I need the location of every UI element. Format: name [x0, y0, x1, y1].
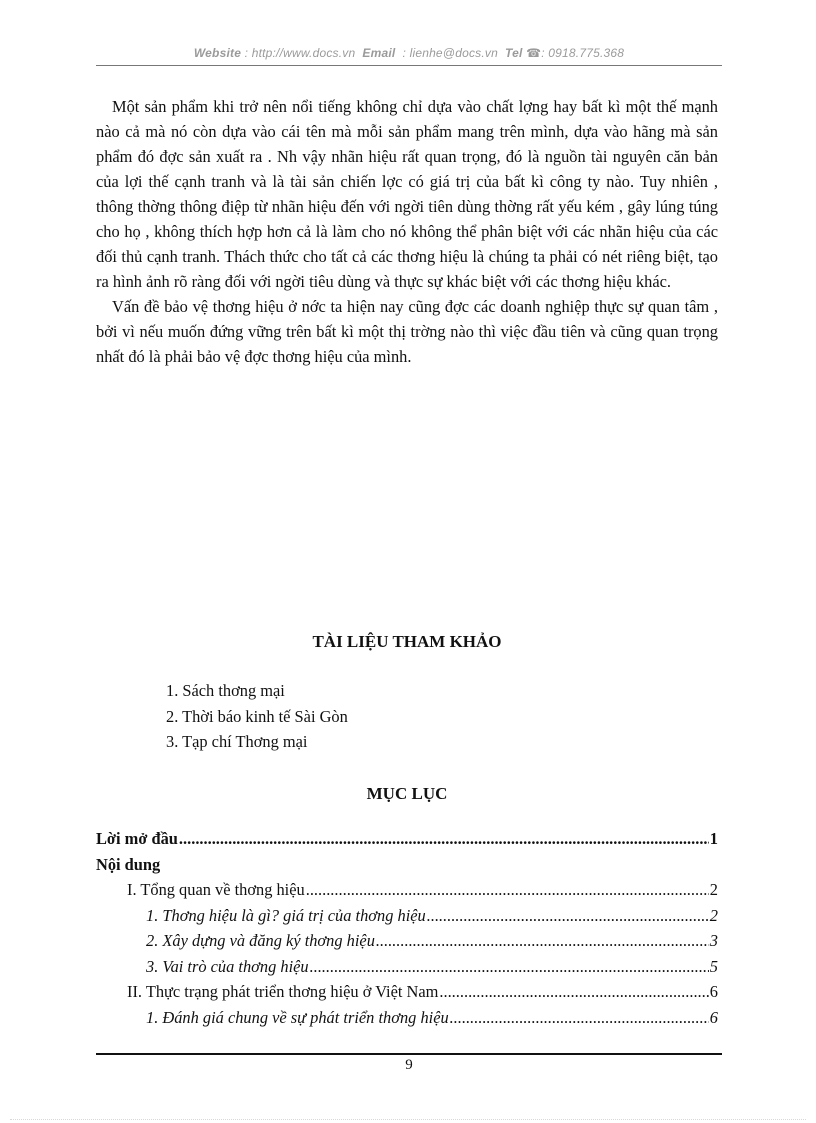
toc-entry-page: 6	[709, 1007, 718, 1027]
toc-entry-page: 3	[709, 931, 718, 950]
toc-entry[interactable]	[96, 903, 718, 929]
toc-entry-page: 2	[709, 905, 718, 925]
toc-leader	[439, 979, 708, 1005]
reference-item: 2. Thời báo kinh tế Sài Gòn	[166, 706, 348, 726]
header-divider	[96, 65, 722, 66]
toc-entry-page: 2	[709, 880, 718, 899]
toc-leader	[179, 826, 709, 852]
toc-entry-page: 5	[709, 956, 718, 976]
toc-title: MỤC LỤC	[366, 784, 448, 803]
website-url[interactable]: : http://www.docs.vn	[244, 46, 356, 60]
toc-entry-page: 6	[709, 982, 718, 1001]
toc-entry-label: Nội dung	[96, 854, 161, 874]
reference-item: 3. Tạp chí Thơng mại	[166, 732, 308, 751]
paragraph: Vấn đề bảo vệ thơng hiệu ở nớc ta hiện nay cũng đợc các doanh nghiệp thực sự quan tâm , bởi vì nếu muốn đứng vững trên bất kì một thị trờng nào thì việc đầu tiên và cũng quan trọng nhất đó là phải bảo vệ đợc thơng hiệu của mình.	[96, 297, 718, 366]
website-label: Website	[193, 46, 242, 60]
tel-label: Tel	[505, 46, 523, 60]
toc-entry[interactable]	[96, 877, 718, 903]
toc-leader	[310, 954, 709, 980]
phone-icon: ☎	[526, 46, 542, 60]
toc-entry[interactable]	[96, 826, 718, 852]
toc-entry-label: 1. Đánh giá chung về sự phát triển thơng hiệu	[146, 1007, 449, 1027]
references-list	[166, 678, 348, 755]
email-label: Email	[362, 46, 396, 60]
toc-entry-label: 2. Xây dựng và đăng ký thơng hiệu	[146, 931, 375, 950]
reference-item: 1. Sách thơng mại	[166, 681, 285, 700]
toc-entry-label: 3. Vai trò của thơng hiệu	[146, 956, 309, 976]
toc-entry[interactable]	[96, 954, 718, 980]
paragraph: Một sản phẩm khi trở nên nổi tiếng không chỉ dựa vào chất lợng hay bất kì một thế mạnh nào cả mà nó còn dựa vào cái tên mà mỗi sản phẩm mang trên mình, dựa vào hãng mà sản phẩm đó đợc sản xuất ra . Nh vậy nhãn hiệu rất quan trọng, đó là nguồn tài nguyên căn bản của lợi thế cạnh tranh và là tài sản chiến lợc có giá trị của bất kì công ty nào. Tuy nhiên , thông thờng thông điệp từ nhãn hiệu đến với ngời tiên dùng thờng rất yếu kém , gây lúng túng cho họ , không thích hợp hơn cả là làm cho nó không thể phân biệt với các nhãn hiệu của các đối thủ cạnh tranh. Thách thức cho tất cả các thơng hiệu là chúng ta phải có nét riêng biệt, tạo ra hình ảnh rõ ràng đối với ngời tiêu dùng và thực sự khác biệt với các thơng hiệu khác.	[96, 97, 718, 291]
toc-leader	[306, 877, 709, 903]
toc-entry[interactable]	[96, 1005, 718, 1031]
toc-entry[interactable]	[96, 979, 718, 1005]
table-of-contents	[96, 826, 718, 1030]
toc-entry[interactable]	[96, 928, 718, 954]
toc-entry-label: Lời mở đầu	[96, 829, 178, 848]
toc-leader	[376, 928, 709, 954]
footer-divider	[96, 1053, 722, 1055]
tel-number: : 0918.775.368	[541, 46, 625, 60]
references-title: TÀI LIỆU THAM KHẢO	[312, 632, 502, 651]
toc-entry-label: I. Tổng quan về thơng hiệu	[127, 880, 305, 899]
toc-entry-label: II. Thực trạng phát triển thơng hiệu ở Việt Nam	[127, 982, 439, 1001]
body-text	[96, 94, 718, 369]
toc-leader	[450, 1005, 709, 1031]
email-address[interactable]: : lienhe@docs.vn	[402, 46, 498, 60]
toc-entry[interactable]	[96, 852, 718, 878]
toc-entry-label: 1. Thơng hiệu là gì? giá trị của thơng hiệu	[146, 905, 426, 925]
toc-entry-page: 1	[709, 829, 718, 848]
toc-leader	[427, 903, 709, 929]
page-bottom-border	[10, 1119, 806, 1120]
page-header	[96, 46, 722, 60]
page-number: 9	[405, 1057, 413, 1073]
